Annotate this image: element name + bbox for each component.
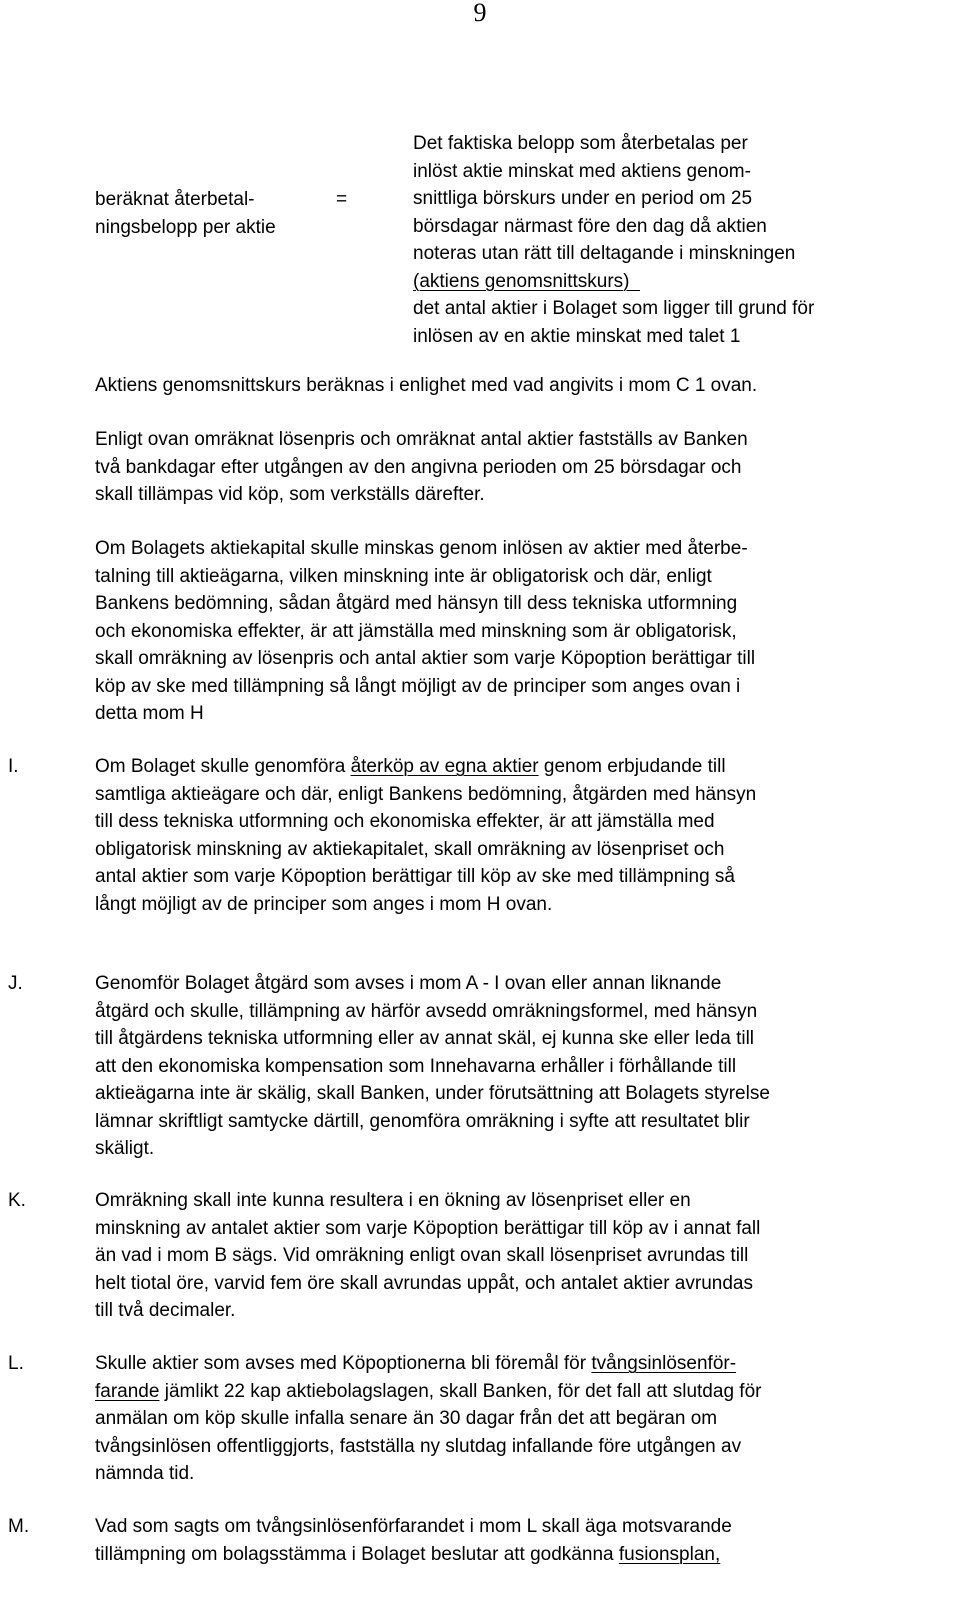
term-link-compulsory-redemption-cont: farande	[95, 1380, 160, 1402]
numerator-line: börsdagar närmast före den dag då aktien	[413, 215, 767, 237]
item-text: jämlikt 22 kap aktiebolagslagen, skall Banken, för det fall att slutdag för	[159, 1380, 762, 1402]
item-line: än vad i mom B sägs. Vid omräkning enligt ovan skall lösenpriset avrundas till	[95, 1245, 749, 1266]
item-line: Omräkning skall inte kunna resultera i en ökning av lösenpriset eller en	[95, 1190, 691, 1211]
paragraph-line: detta mom H	[95, 703, 204, 724]
item-body	[95, 1187, 945, 1325]
item-line: helt tiotal öre, varvid fem öre skall avrundas uppåt, och antalet aktier avrundas	[95, 1272, 753, 1294]
item-line: Genomför Bolaget åtgärd som avses i mom A - I ovan eller annan liknande	[95, 973, 722, 994]
term-link-compulsory-redemption: tvångsinlösenför-	[591, 1353, 737, 1374]
page-number: 9	[473, 0, 487, 27]
item-line: obligatorisk minskning av aktiekapitalet, skall omräkning av lösenpriset och	[95, 838, 725, 860]
item-letter: M.	[8, 1516, 30, 1537]
item-body	[95, 970, 945, 1163]
item-text: genom erbjudande till	[538, 756, 726, 777]
item-text: tillämpning om bolagsstämma i Bolaget beslutar att godkänna	[95, 1543, 619, 1565]
item-body	[95, 753, 945, 918]
item-text: Om Bolaget skulle genomföra	[95, 756, 351, 777]
item-letter: J.	[8, 973, 23, 994]
item-line	[95, 753, 945, 781]
item-letter: I.	[8, 756, 19, 777]
formula-denominator	[413, 295, 933, 350]
numerator-line: Det faktiska belopp som återbetalas per	[413, 133, 748, 154]
fraction-bar	[629, 271, 640, 292]
item-letter: L.	[8, 1353, 24, 1374]
redemption-formula	[0, 0, 960, 360]
item-line: till två decimaler.	[95, 1300, 236, 1321]
item-line	[95, 1378, 945, 1406]
formula-lhs-line: beräknat återbetal-	[95, 189, 255, 210]
denominator-line: inlösen av en aktie minskat med talet 1	[413, 325, 741, 347]
paragraph-share-capital-reduction	[95, 535, 945, 728]
item-line: åtgärd och skulle, tillämpning av härför avsedd omräkningsformel, med hänsyn	[95, 1000, 758, 1022]
item-line: tvångsinlösen offentliggjorts, fastställa ny slutdag infallande före utgången av	[95, 1435, 742, 1457]
paragraph-line: skall omräkning av lösenpris och antal aktier som varje Köpoption berättigar till	[95, 648, 756, 669]
paragraph-line: Bankens bedömning, sådan åtgärd med hänsyn till dess tekniska utformning	[95, 593, 738, 614]
numerator-line: snittliga börskurs under en period om 25	[413, 188, 753, 209]
item-line: antal aktier som varje Köpoption berättigar till köp av ske med tillämpning så	[95, 866, 735, 887]
paragraph-line: två bankdagar efter utgången av den angivna perioden om 25 börsdagar och	[95, 456, 742, 478]
paragraph-line: skall tillämpas vid köp, som verkställs därefter.	[95, 484, 485, 505]
term-link-share-buyback: återköp av egna aktier	[350, 756, 539, 777]
item-line	[95, 1350, 945, 1378]
item-letter: K.	[8, 1190, 26, 1211]
term-link-merger-plan: fusionsplan,	[618, 1543, 721, 1565]
paragraph-recalculation	[95, 426, 945, 509]
item-line: långt möjligt av de principer som anges i mom H ovan.	[95, 893, 553, 915]
item-line: till dess tekniska utformning och ekonomiska effekter, är att jämställa med	[95, 811, 715, 832]
formula-numerator	[413, 130, 933, 295]
paragraph-average-price: Aktiens genomsnittskurs beräknas i enlighet med vad angivits i mom C 1 ovan.	[95, 375, 758, 396]
numerator-last-line: (aktiens genomsnittskurs)	[413, 270, 630, 292]
denominator-line: det antal aktier i Bolaget som ligger till grund för	[413, 298, 815, 319]
item-line: nämnda tid.	[95, 1463, 195, 1484]
item-line: att den ekonomiska kompensation som Innehavarna erhåller i förhållande till	[95, 1055, 737, 1077]
numerator-line: noteras utan rätt till deltagande i minskningen	[413, 243, 796, 264]
item-line: lämnar skriftligt samtycke därtill, genomföra omräkning i syfte att resultatet blir	[95, 1110, 750, 1132]
paragraph-line: köp av ske med tillämpning så långt möjligt av de principer som anges ovan i	[95, 675, 741, 697]
item-line: aktieägarna inte är skälig, skall Banken, under förutsättning att Bolagets styrelse	[95, 1083, 770, 1104]
item-body	[95, 1350, 945, 1488]
item-body	[95, 1513, 945, 1568]
item-line	[95, 1541, 945, 1569]
paragraph-line: och ekonomiska effekter, är att jämställa med minskning som är obligatorisk,	[95, 620, 737, 642]
paragraph-line: Enligt ovan omräknat lösenpris och omräknat antal aktier fastställs av Banken	[95, 429, 748, 450]
paragraph-line: talning till aktieägarna, vilken minskning inte är obligatorisk och där, enligt	[95, 565, 712, 587]
item-line: till åtgärdens tekniska utformning eller av annat skäl, ej kunna ske eller leda till	[95, 1028, 755, 1049]
item-line: skäligt.	[95, 1138, 155, 1159]
paragraph-line: Om Bolagets aktiekapital skulle minskas genom inlösen av aktier med återbe-	[95, 538, 748, 559]
formula-lhs-line: ningsbelopp per aktie	[95, 216, 276, 238]
item-line: anmälan om köp skulle infalla senare än 30 dagar från det att begäran om	[95, 1408, 718, 1429]
item-line: samtliga aktieägare och där, enligt Bankens bedömning, åtgärden med hänsyn	[95, 783, 757, 805]
equals-sign: =	[336, 189, 348, 210]
item-text: Skulle aktier som avses med Köpoptionerna bli föremål för	[95, 1353, 592, 1374]
numerator-line: inlöst aktie minskat med aktiens genom-	[413, 160, 751, 182]
formula-right-side	[413, 130, 933, 350]
item-line: minskning av antalet aktier som varje Köpoption berättigar till köp av i annat fall	[95, 1217, 761, 1239]
formula-left-side	[95, 186, 276, 241]
item-line: Vad som sagts om tvångsinlösenförfarandet i mom L skall äga motsvarande	[95, 1516, 732, 1537]
